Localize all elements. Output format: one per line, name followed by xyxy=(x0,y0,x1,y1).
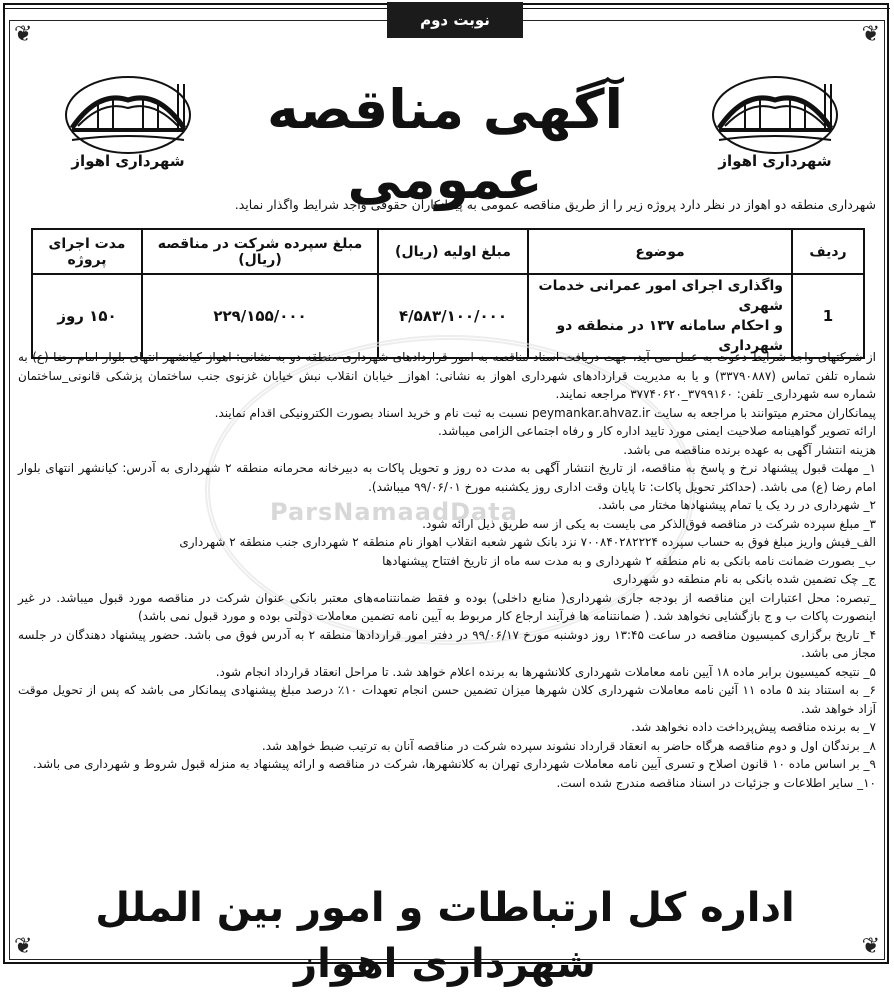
body-paragraph: ۶_ به استناد بند ۵ ماده ۱۱ آئین نامه معاملات شهرداری کلان شهرها میزان تضمین حسن انجام تعهدات ۱۰٪ درصد مبلغ پیشنهادی پیمانکار می باشد که پس از تحویل موقت آزاد خواهد شد. xyxy=(18,683,876,716)
cell-deposit: ۲۲۹/۱۵۵/۰۰۰ xyxy=(142,274,378,358)
body-paragraph: پیمانکاران محترم میتوانند با مراجعه به سایت peymankar.ahvaz.ir نسبت به ثبت نام و خرید اسناد بصورت الکترونیکی اقدام نمایند. xyxy=(214,405,876,420)
corner-ornament-icon: ❦ xyxy=(861,934,880,959)
body-paragraph: ۸_ برندگان اول و دوم مناقصه هرگاه حاضر به انعقاد قرارداد نشوند سپرده شرکت در مناقصه آنان به ترتیب ضبط خواهد شد. xyxy=(261,738,876,753)
bridge-logo-icon xyxy=(705,70,845,155)
cell-duration: ۱۵۰ روز xyxy=(32,274,142,358)
body-paragraph: _تبصره: محل اعتبارات این مناقصه از بودجه جاری شهرداری( منابع داخلی) بوده و فقط ضمانتنامه‌های معتبر بانکی عنوان شرکت در مناقصه مورد قبول میباشد. در غیر اینصورت پاکات ب و ج بازگشایی نخواهد شد. ( ضمانتنامه ها فرآیند ارجاع کار مربوط به آیین نامه تضمین معاملات دولتی بوده و مورد قبول نمی باشد) xyxy=(18,590,876,623)
bridge-logo-icon xyxy=(58,70,198,155)
body-paragraph: ۲_ شهرداری در رد یک یا تمام پیشنهادها مختار می باشد. xyxy=(597,498,876,512)
second-notice-badge: نوبت دوم xyxy=(387,2,523,38)
municipality-caption: شهرداری اهواز xyxy=(71,152,185,170)
corner-ornament-icon: ❦ xyxy=(14,934,33,959)
body-paragraph: ارائه تصویر گواهینامه صلاحیت ایمنی مورد تایید اداره کار و رفاه اجتماعی الزامی میباشد. xyxy=(437,424,876,438)
col-header-duration: مدت اجرای پروژه xyxy=(32,229,142,274)
municipality-caption: شهرداری اهواز xyxy=(718,152,832,170)
body-paragraph: ج_ چک تضمین شده بانکی به نام منطقه دو شهرداری xyxy=(612,572,876,586)
table-header-row xyxy=(32,229,864,274)
body-paragraph: ۷_ به برنده مناقصه پیش‌پرداخت داده نخواهد شد. xyxy=(631,720,876,734)
col-header-subject: موضوع xyxy=(528,229,792,274)
subject-line: و احکام سامانه ۱۳۷ در منطقه دو شهرداری xyxy=(556,318,783,354)
col-header-initial-amount: مبلغ اولیه (ریال) xyxy=(378,229,528,274)
subject-line: واگذاری اجرای امور عمرانی خدمات شهری xyxy=(538,278,783,314)
issuer-footer: اداره کل ارتباطات و امور بین الملل شهرداری اهواز xyxy=(95,885,795,987)
body-paragraph: ۵_ نتیجه کمیسیون برابر ماده ۱۸ آیین نامه معاملات شهرداری کلانشهرها به برنده اعلام خواهد شد. تا مراحل انعقاد قرارداد انجام شود. xyxy=(215,664,876,679)
body-paragraph: از شرکتهای واجد شرایط دعوت به عمل می آید، جهت دریافت اسناد مناقصه به امور قراردادهای شهرداری منطقه دو به نشانی: اهواز کیانشهر انتهای بلوار امام رضا (ع) به شماره تلفن تماس (۳۳۷۹۰۸۸۷) و یا به مدیریت قراردادهای شهرداری اهواز به نشانی: اهواز_ خیابان انقلاب نبش خیابان غزنوی جنب ساختمان پزشکی قانونی_ساختمان شماره سه شهرداری_ تلفن: ۳۷۹۹۱۶۰_۳۷۷۴۰۶۲۰ مراجعه نمایند. xyxy=(18,350,876,401)
terms-body xyxy=(18,348,876,792)
col-header-index: ردیف xyxy=(792,229,864,274)
cell-initial-amount: ۴/۵۸۳/۱۰۰/۰۰۰ xyxy=(378,274,528,358)
corner-ornament-icon: ❦ xyxy=(14,22,33,47)
corner-ornament-icon: ❦ xyxy=(861,22,880,47)
cell-index: 1 xyxy=(792,274,864,358)
body-paragraph: ۴_ تاریخ برگزاری کمیسیون مناقصه در ساعت ۱۳:۴۵ روز دوشنبه مورخ ۹۹/۰۶/۱۷ در دفتر امور قراردادها منطقه ۲ به آدرس فوق می باشد. حضور پیشنهاد دهندگان در جلسه مجاز می باشد. xyxy=(18,627,877,660)
page-title: آگهی مناقصه عمومی xyxy=(266,78,624,211)
body-paragraph: الف_فیش واریز مبلغ فوق به حساب سپرده ۷۰۰۸۴۰۲۸۲۲۲۴ نزد بانک شهر شعبه انقلاب اهواز نام منطقه ۲ شهرداری جنب منطقه ۲ شهرداری xyxy=(179,535,876,549)
body-paragraph: ۹_ بر اساس ماده ۱۰ قانون اصلاح و تسری آیین نامه معاملات شهرداری تهران به کلانشهرها، شرکت در مناقصه و ارائه پیشنهاد به منزله قبول شروط و شهرداری می باشد. xyxy=(32,757,876,771)
cell-subject xyxy=(528,274,792,358)
body-paragraph: ۱۰_ سایر اطلاعات و جزئیات در اسناد مناقصه مندرج شده است. xyxy=(556,775,876,790)
body-paragraph: هزینه انتشار آگهی به عهده برنده مناقصه می باشد. xyxy=(623,442,876,457)
intro-text: شهرداری منطقه دو اهواز در نظر دارد پروژه زیر را از طریق مناقصه عمومی به پیمانکاران حقوقی واجد شرایط واگذار نماید. xyxy=(234,197,876,212)
body-paragraph: ۳_ مبلغ سپرده شرکت در مناقصه فوق‌الذکر می بایست به یکی از سه طریق ذیل ارائه شود. xyxy=(422,516,876,531)
body-paragraph: ۱_ مهلت قبول پیشنهاد نرخ و پاسخ به مناقصه، از تاریخ انتشار آگهی به مدت ده روز و تحویل پاکات به دبیرخانه محرمانه منطقه ۲ شهرداری به آدرس: کیانشهر انتهای بلوار امام رضا (ع) می باشد. (حداکثر تحویل پاکات: تا پایان وقت اداری روز یکشنبه مورخ ۹۹/۰۶/۰۱ میباشد). xyxy=(18,461,876,494)
col-header-deposit: مبلغ سپرده شرکت در مناقصه (ریال) xyxy=(142,229,378,274)
watermark: ParsNamaadData xyxy=(270,498,518,526)
body-paragraph: ب_ بصورت ضمانت نامه بانکی به نام منطقه ۲ شهرداری و به مدت سه ماه از تاریخ افتتاح پیشنهادها xyxy=(382,553,876,568)
